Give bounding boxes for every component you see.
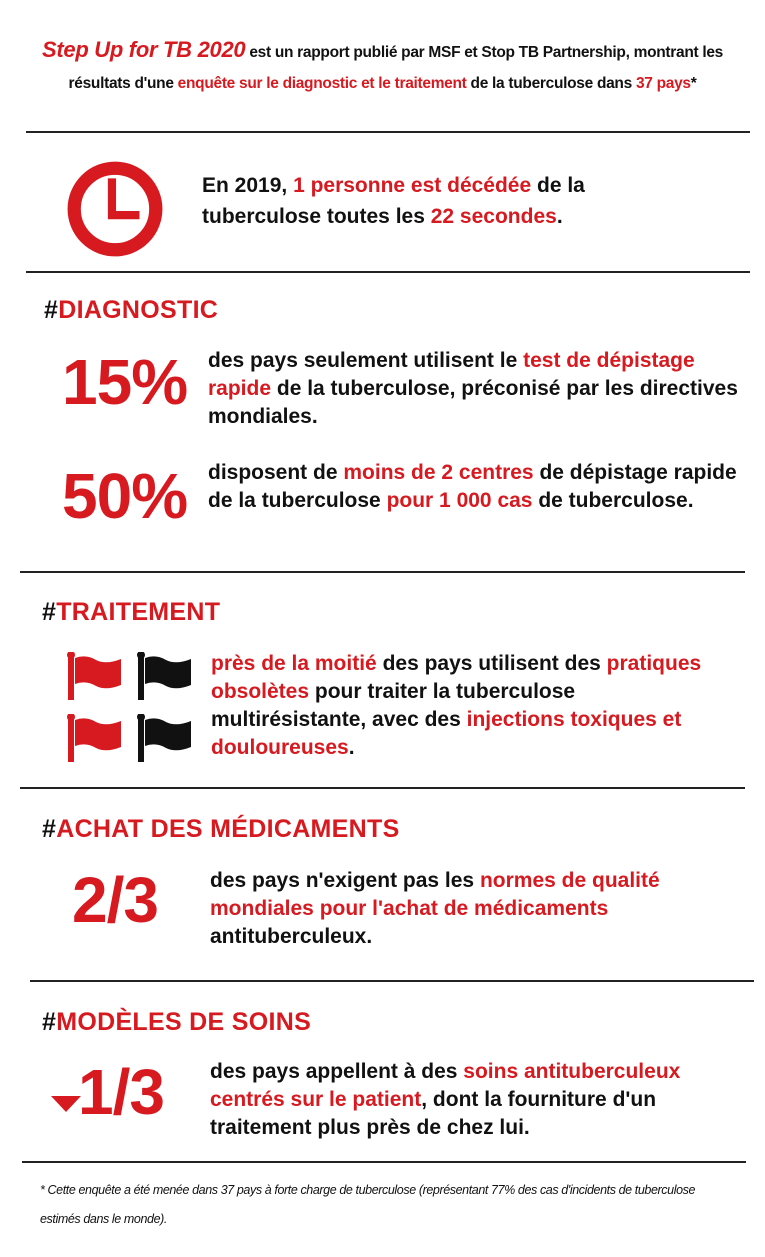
section-title-achat: #ACHAT DES MÉDICAMENTS	[42, 815, 400, 843]
soins-text: des pays appellent à des soins antituberculeux centrés sur le patient, dont la fourniture d'un traitement plus près de chez lui.	[210, 1060, 681, 1139]
divider	[22, 1161, 746, 1163]
footnote: * Cette enquête a été menée dans 37 pays à forte charge de tuberculose (représentant 77% des cas d'incidents de tuberculose estimés dans le monde).	[40, 1183, 696, 1226]
stat-one-third: 1/3	[78, 1056, 164, 1128]
down-arrow-icon	[51, 1094, 81, 1114]
black-flag-icon	[136, 714, 196, 764]
clock-icon	[64, 158, 166, 260]
divider	[26, 271, 750, 273]
report-title: Step Up for TB 2020	[41, 37, 246, 62]
red-flag-icon	[66, 714, 126, 764]
divider	[26, 131, 750, 133]
divider	[30, 980, 754, 982]
stat-15-percent: 15%	[62, 346, 188, 418]
stat-50-percent: 50%	[62, 460, 188, 532]
death-statistic: En 2019, 1 personne est décédée de la tuberculose toutes les 22 secondes.	[202, 174, 585, 228]
stat-50-text: disposent de moins de 2 centres de dépistage rapide de la tuberculose pour 1 000 cas de tuberculose.	[208, 461, 737, 512]
traitement-text: près de la moitié des pays utilisent des pratiques obsolètes pour traiter la tuberculose multirésistante, avec des injections toxiques et douloureuses.	[211, 652, 702, 759]
section-title-soins: #MODÈLES DE SOINS	[42, 1008, 312, 1036]
stat-15-text: des pays seulement utilisent le test de dépistage rapide de la tuberculose, préconisé par les directives mondiales.	[208, 349, 738, 428]
intro-paragraph: Step Up for TB 2020 est un rapport publié par MSF et Stop TB Partnership, montrant les résultats d'une enquête sur le diagnostic et le traitement de la tuberculose dans 37 pays*	[41, 37, 723, 92]
section-title-traitement: #TRAITEMENT	[42, 598, 221, 626]
section-title-diagnostic: #DIAGNOSTIC	[44, 296, 219, 324]
divider	[20, 787, 745, 789]
stat-two-thirds: 2/3	[72, 864, 158, 936]
divider	[20, 571, 745, 573]
achat-text: des pays n'exigent pas les normes de qualité mondiales pour l'achat de médicaments antituberculeux.	[210, 869, 660, 948]
black-flag-icon	[136, 652, 196, 702]
red-flag-icon	[66, 652, 126, 702]
